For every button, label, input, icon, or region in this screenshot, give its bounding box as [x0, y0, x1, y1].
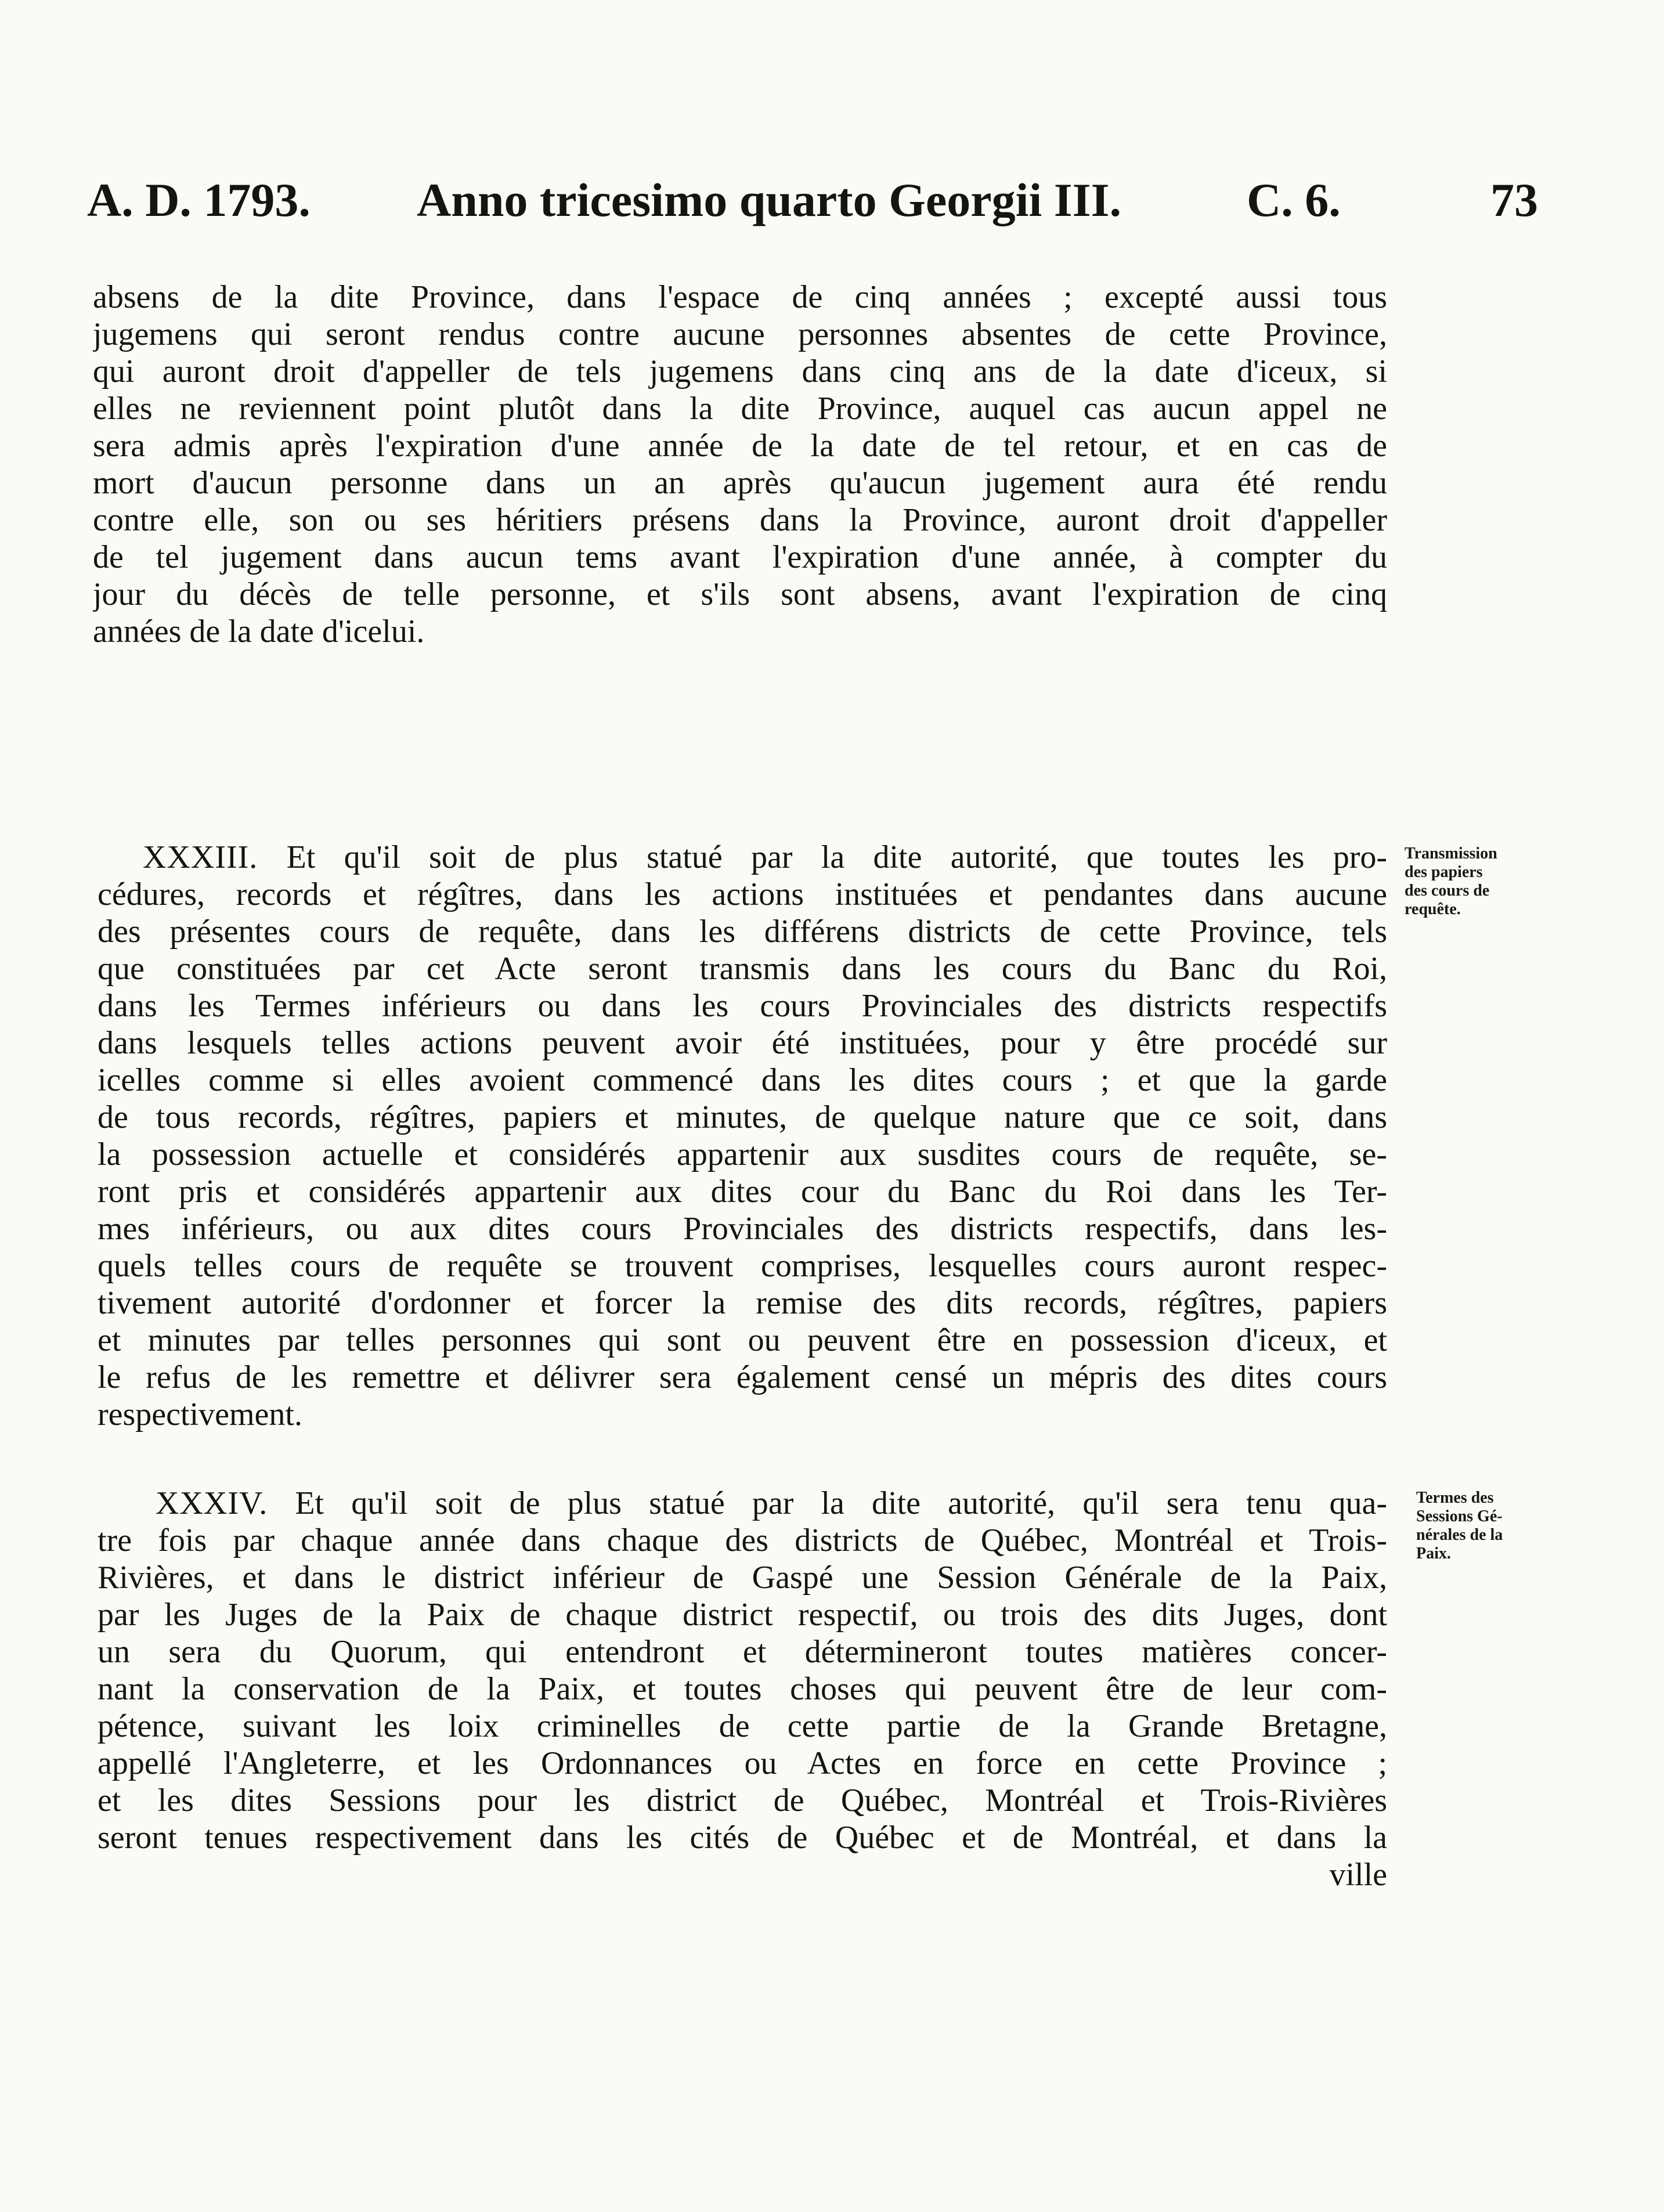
catchword: ville — [1329, 1857, 1387, 1893]
section-34-number: XXXIV. — [156, 1485, 268, 1521]
margin-note-line: Sessions Gé- — [1416, 1507, 1503, 1525]
text-line: mes inférieurs, ou aux dites cours Provinciales des districts respectifs, dans les- — [98, 1211, 1387, 1247]
text-line: qui auront droit d'appeller de tels jugemens dans cinq ans de la date d'iceux, si — [93, 353, 1387, 389]
text-line: par les Juges de la Paix de chaque district respectif, ou trois des dits Juges, dont — [98, 1597, 1387, 1633]
text-line: et les dites Sessions pour les district de Québec, Montréal et Trois-Rivières — [98, 1782, 1387, 1818]
text-line: tre fois par chaque année dans chaque des districts de Québec, Montréal et Trois- — [98, 1522, 1387, 1558]
text-line: mort d'aucun personne dans un an après qu'aucun jugement aura été rendu — [93, 465, 1387, 501]
text-line: de tel jugement dans aucun tems avant l'expiration d'une année, à compter du — [93, 539, 1387, 575]
text-line: que constituées par cet Acte seront transmis dans les cours du Banc du Roi, — [98, 951, 1387, 987]
section-33-first-line — [98, 839, 1387, 876]
text-line: des présentes cours de requête, dans les différens districts de cette Province, tels — [98, 914, 1387, 950]
section-33-first-line-text: Et qu'il soit de plus statué par la dite autorité, que toutes les pro- — [286, 839, 1387, 875]
text-line: années de la date d'icelui. — [93, 614, 425, 649]
text-line: la possession actuelle et considérés appartenir aux susdites cours de requête, se- — [98, 1136, 1387, 1172]
section-34-first-line-text: Et qu'il soit de plus statué par la dite autorité, qu'il sera tenu qua- — [295, 1485, 1387, 1521]
text-line: nant la conservation de la Paix, et toutes choses qui peuvent être de leur com- — [98, 1671, 1387, 1707]
section-34-first-line — [98, 1485, 1387, 1522]
margin-note-34 — [1416, 1489, 1555, 1563]
continuation-paragraph — [93, 279, 1387, 650]
margin-note-33 — [1405, 845, 1555, 919]
margin-note-line: requête. — [1405, 900, 1461, 918]
text-line: pétence, suivant les loix criminelles de cette partie de la Grande Bretagne, — [98, 1708, 1387, 1744]
section-33-paragraph — [98, 839, 1387, 1433]
margin-note-line: Termes des — [1416, 1489, 1494, 1507]
text-line: jugemens qui seront rendus contre aucune personnes absentes de cette Province, — [93, 316, 1387, 352]
text-line: elles ne reviennent point plutôt dans la dite Province, auquel cas aucun appel ne — [93, 391, 1387, 427]
text-line: jour du décès de telle personne, et s'ils sont absens, avant l'expiration de cinq — [93, 576, 1387, 612]
margin-note-line: Paix. — [1416, 1545, 1451, 1563]
text-line: icelles comme si elles avoient commencé dans les dites cours ; et que la garde — [98, 1062, 1387, 1098]
text-line: seront tenues respectivement dans les cités de Québec et de Montréal, et dans la — [98, 1820, 1387, 1856]
running-header — [87, 168, 1550, 232]
text-line: dans lesquels telles actions peuvent avoir été instituées, pour y être procédé sur — [98, 1025, 1387, 1061]
text-line: tivement autorité d'ordonner et forcer la remise des dits records, régîtres, papiers — [98, 1285, 1387, 1321]
text-line: Rivières, et dans le district inférieur de Gaspé une Session Générale de la Paix, — [98, 1560, 1387, 1596]
margin-note-line: Transmission — [1405, 845, 1497, 863]
page-number: 73 — [1490, 174, 1538, 226]
header-chapter: C. 6. — [1247, 174, 1341, 226]
text-line: respectivement. — [98, 1397, 302, 1432]
section-33-number: XXXIII. — [143, 839, 258, 875]
header-year: A. D. 1793. — [87, 174, 311, 226]
header-title: Anno tricesimo quarto Georgii III. — [417, 174, 1121, 226]
text-line: de tous records, régîtres, papiers et minutes, de quelque nature que ce soit, dans — [98, 1099, 1387, 1135]
text-line: absens de la dite Province, dans l'espace de cinq années ; excepté aussi tous — [93, 279, 1387, 315]
text-line: un sera du Quorum, qui entendront et détermineront toutes matières concer- — [98, 1634, 1387, 1670]
text-line: le refus de les remettre et délivrer sera également censé un mépris des dites cours — [98, 1359, 1387, 1395]
section-34-paragraph — [98, 1485, 1387, 1893]
text-line: cédures, records et régîtres, dans les actions instituées et pendantes dans aucune — [98, 876, 1387, 912]
margin-note-line: nérales de la — [1416, 1526, 1503, 1544]
text-line: contre elle, son ou ses héritiers présens dans la Province, auront droit d'appeller — [93, 502, 1387, 538]
text-line: ront pris et considérés appartenir aux dites cour du Banc du Roi dans les Ter- — [98, 1174, 1387, 1210]
text-line: quels telles cours de requête se trouvent comprises, lesquelles cours auront respec- — [98, 1248, 1387, 1284]
margin-note-line: des cours de — [1405, 882, 1490, 900]
text-line: dans les Termes inférieurs ou dans les cours Provinciales des districts respectifs — [98, 988, 1387, 1024]
text-line: appellé l'Angleterre, et les Ordonnances ou Actes en force en cette Province ; — [98, 1745, 1387, 1781]
margin-note-line: des papiers — [1405, 863, 1483, 881]
text-line: sera admis après l'expiration d'une année de la date de tel retour, et en cas de — [93, 428, 1387, 464]
text-line: et minutes par telles personnes qui sont ou peuvent être en possession d'iceux, et — [98, 1322, 1387, 1358]
